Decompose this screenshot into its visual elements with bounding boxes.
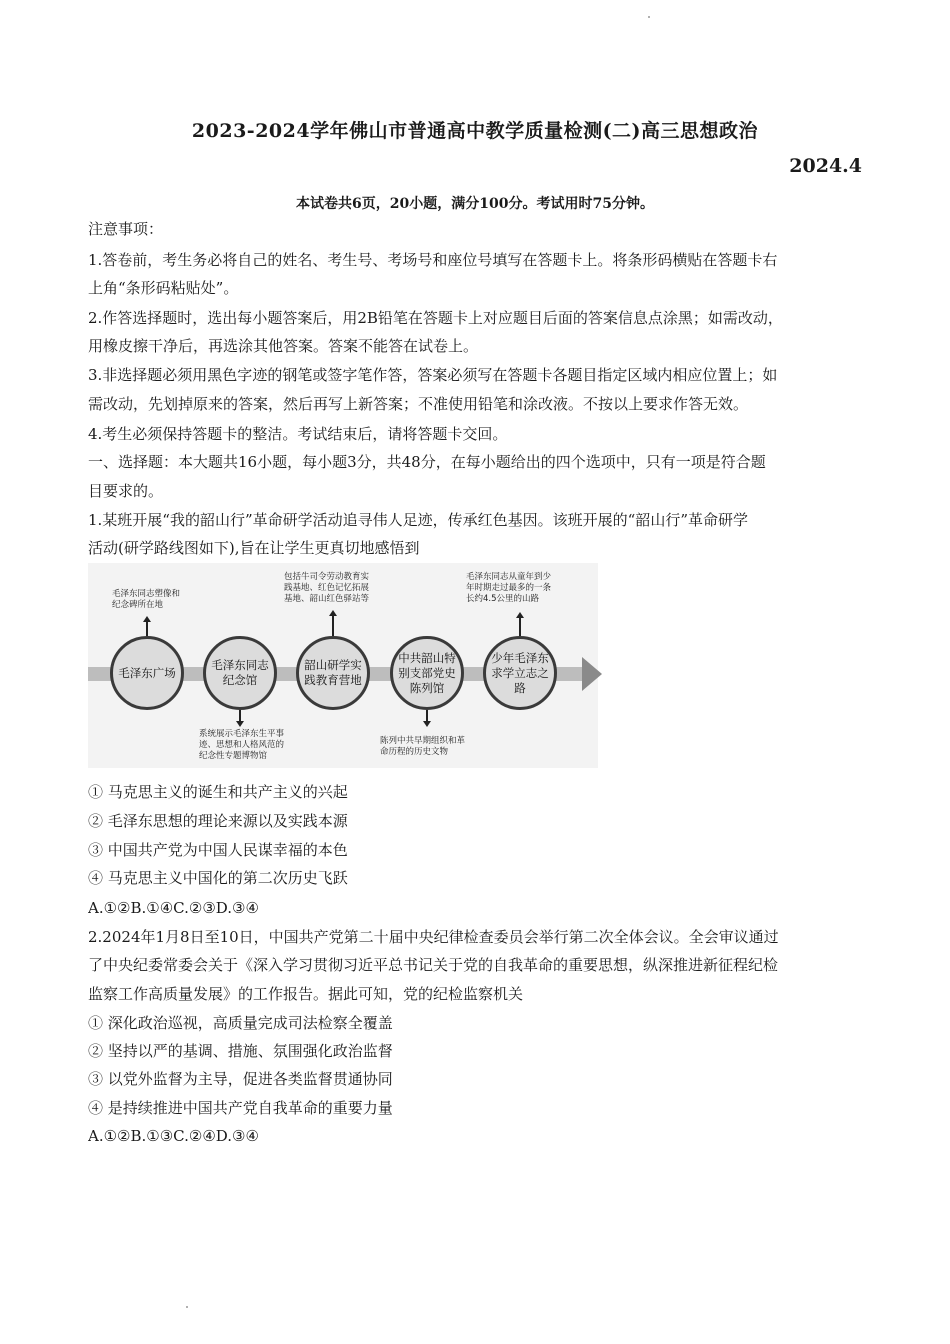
note-youth-road: 毛泽东同志从童年到少 年时期走过最多的一条 长约4.5公里的山路 bbox=[466, 572, 552, 604]
arrow-down-icon bbox=[236, 721, 244, 727]
arrow-up-icon bbox=[143, 616, 151, 622]
study-route-diagram bbox=[88, 563, 598, 768]
question-1-option: ① 马克思主义的诞生和共产主义的兴起 bbox=[88, 783, 348, 801]
question-1-option: ③ 中国共产党为中国人民谋幸福的本色 bbox=[88, 841, 348, 859]
question-2-option: ④ 是持续推进中国共产党自我革命的重要力量 bbox=[88, 1099, 393, 1117]
exam-title: 2023-2024学年佛山市普通高中教学质量检测(二)高三思想政治 bbox=[191, 120, 759, 142]
route-node-party-history-hall: 中共韶山特别支部党史陈列馆 bbox=[390, 636, 464, 710]
notice-line: 2.作答选择题时，选出每小题答案后，用2B铅笔在答题卡上对应题目后面的答案信息点涂黑；如需改动， bbox=[88, 309, 783, 327]
question-2-option: ② 坚持以严的基调、措施、氛围强化政治监督 bbox=[88, 1042, 393, 1060]
question-2-stem: 监察工作高质量发展》的工作报告。据此可知，党的纪检监察机关 bbox=[88, 985, 524, 1003]
route-node-memorial-hall: 毛泽东同志纪念馆 bbox=[203, 636, 277, 710]
notice-line: 4.考生必须保持答题卡的整洁。考试结束后，请将答题卡交回。 bbox=[88, 425, 508, 443]
arrow-up-icon bbox=[329, 610, 337, 616]
question-2-option: ① 深化政治巡视，高质量完成司法检察全覆盖 bbox=[88, 1014, 393, 1032]
question-1-answers: A.①②B.①④C.②③D.③④ bbox=[88, 899, 259, 917]
question-1-stem: 1.某班开展“我的韶山行”革命研学活动追寻伟人足迹，传承红色基因。该班开展的“韶山行”革命研学 bbox=[88, 511, 748, 529]
scan-speck bbox=[186, 1306, 188, 1308]
question-2-answers: A.①②B.①③C.②④D.③④ bbox=[88, 1127, 259, 1145]
question-2-stem: 2.2024年1月8日至10日，中国共产党第二十届中央纪律检查委员会举行第二次全体会议。全会审议通过 bbox=[88, 928, 779, 946]
note-square: 毛泽东同志塑像和 纪念碑所在地 bbox=[112, 589, 181, 610]
arrow-down-icon bbox=[423, 721, 431, 727]
connector-line bbox=[519, 617, 521, 636]
note-party-history-hall: 陈列中共早期组织和革 命历程的历史文物 bbox=[380, 736, 466, 757]
connector-line bbox=[146, 621, 148, 636]
connector-line bbox=[332, 615, 334, 636]
question-2-stem: 了中央纪委常委会关于《深入学习贯彻习近平总书记关于党的自我革命的重要思想，纵深推进新征程纪检 bbox=[88, 956, 779, 974]
notice-line: 用橡皮擦干净后，再选涂其他答案。答案不能答在试卷上。 bbox=[88, 337, 479, 355]
question-1-option: ② 毛泽东思想的理论来源以及实践本源 bbox=[88, 812, 348, 830]
note-memorial-hall: 系统展示毛泽东生平事 迹、思想和人格风范的 纪念性专题博物馆 bbox=[199, 729, 285, 761]
arrow-up-icon bbox=[516, 612, 524, 618]
question-2-option: ③ 以党外监督为主导，促进各类监督贯通协同 bbox=[88, 1070, 393, 1088]
scan-speck bbox=[648, 16, 650, 18]
section-heading: 一、选择题：本大题共16小题，每小题3分，共48分，在每小题给出的四个选项中，只有一项是符合题 bbox=[88, 453, 766, 471]
route-node-square: 毛泽东广场 bbox=[110, 636, 184, 710]
question-1-stem: 活动(研学路线图如下),旨在让学生更真切地感悟到 bbox=[88, 539, 420, 557]
route-node-study-camp: 韶山研学实践教育营地 bbox=[296, 636, 370, 710]
note-study-camp: 包括牛司令劳动教育实 践基地、红色记忆拓展 基地、韶山红色驿站等 bbox=[284, 572, 370, 604]
route-arrow-head bbox=[582, 657, 602, 691]
question-1-option: ④ 马克思主义中国化的第二次历史飞跃 bbox=[88, 869, 348, 887]
notice-line: 需改动，先划掉原来的答案，然后再写上新答案；不准使用铅笔和涂改液。不按以上要求作答无效。 bbox=[88, 395, 749, 413]
section-heading: 目要求的。 bbox=[88, 482, 164, 500]
notice-line: 上角“条形码粘贴处”。 bbox=[88, 279, 239, 297]
notice-line: 1.答卷前，考生务必将自己的姓名、考生号、考场号和座位号填写在答题卡上。将条形码横贴在答题卡右 bbox=[88, 251, 778, 269]
notice-line: 3.非选择题必须用黑色字迹的钢笔或签字笔作答，答案必须写在答题卡各题目指定区域内相应位置上；如 bbox=[88, 366, 778, 384]
exam-date: 2024.4 bbox=[789, 155, 862, 177]
exam-subtitle: 本试卷共6页，20小题，满分100分。考试用时75分钟。 bbox=[296, 196, 654, 212]
notice-heading: 注意事项： bbox=[88, 220, 164, 238]
route-node-youth-road: 少年毛泽东求学立志之路 bbox=[483, 636, 557, 710]
